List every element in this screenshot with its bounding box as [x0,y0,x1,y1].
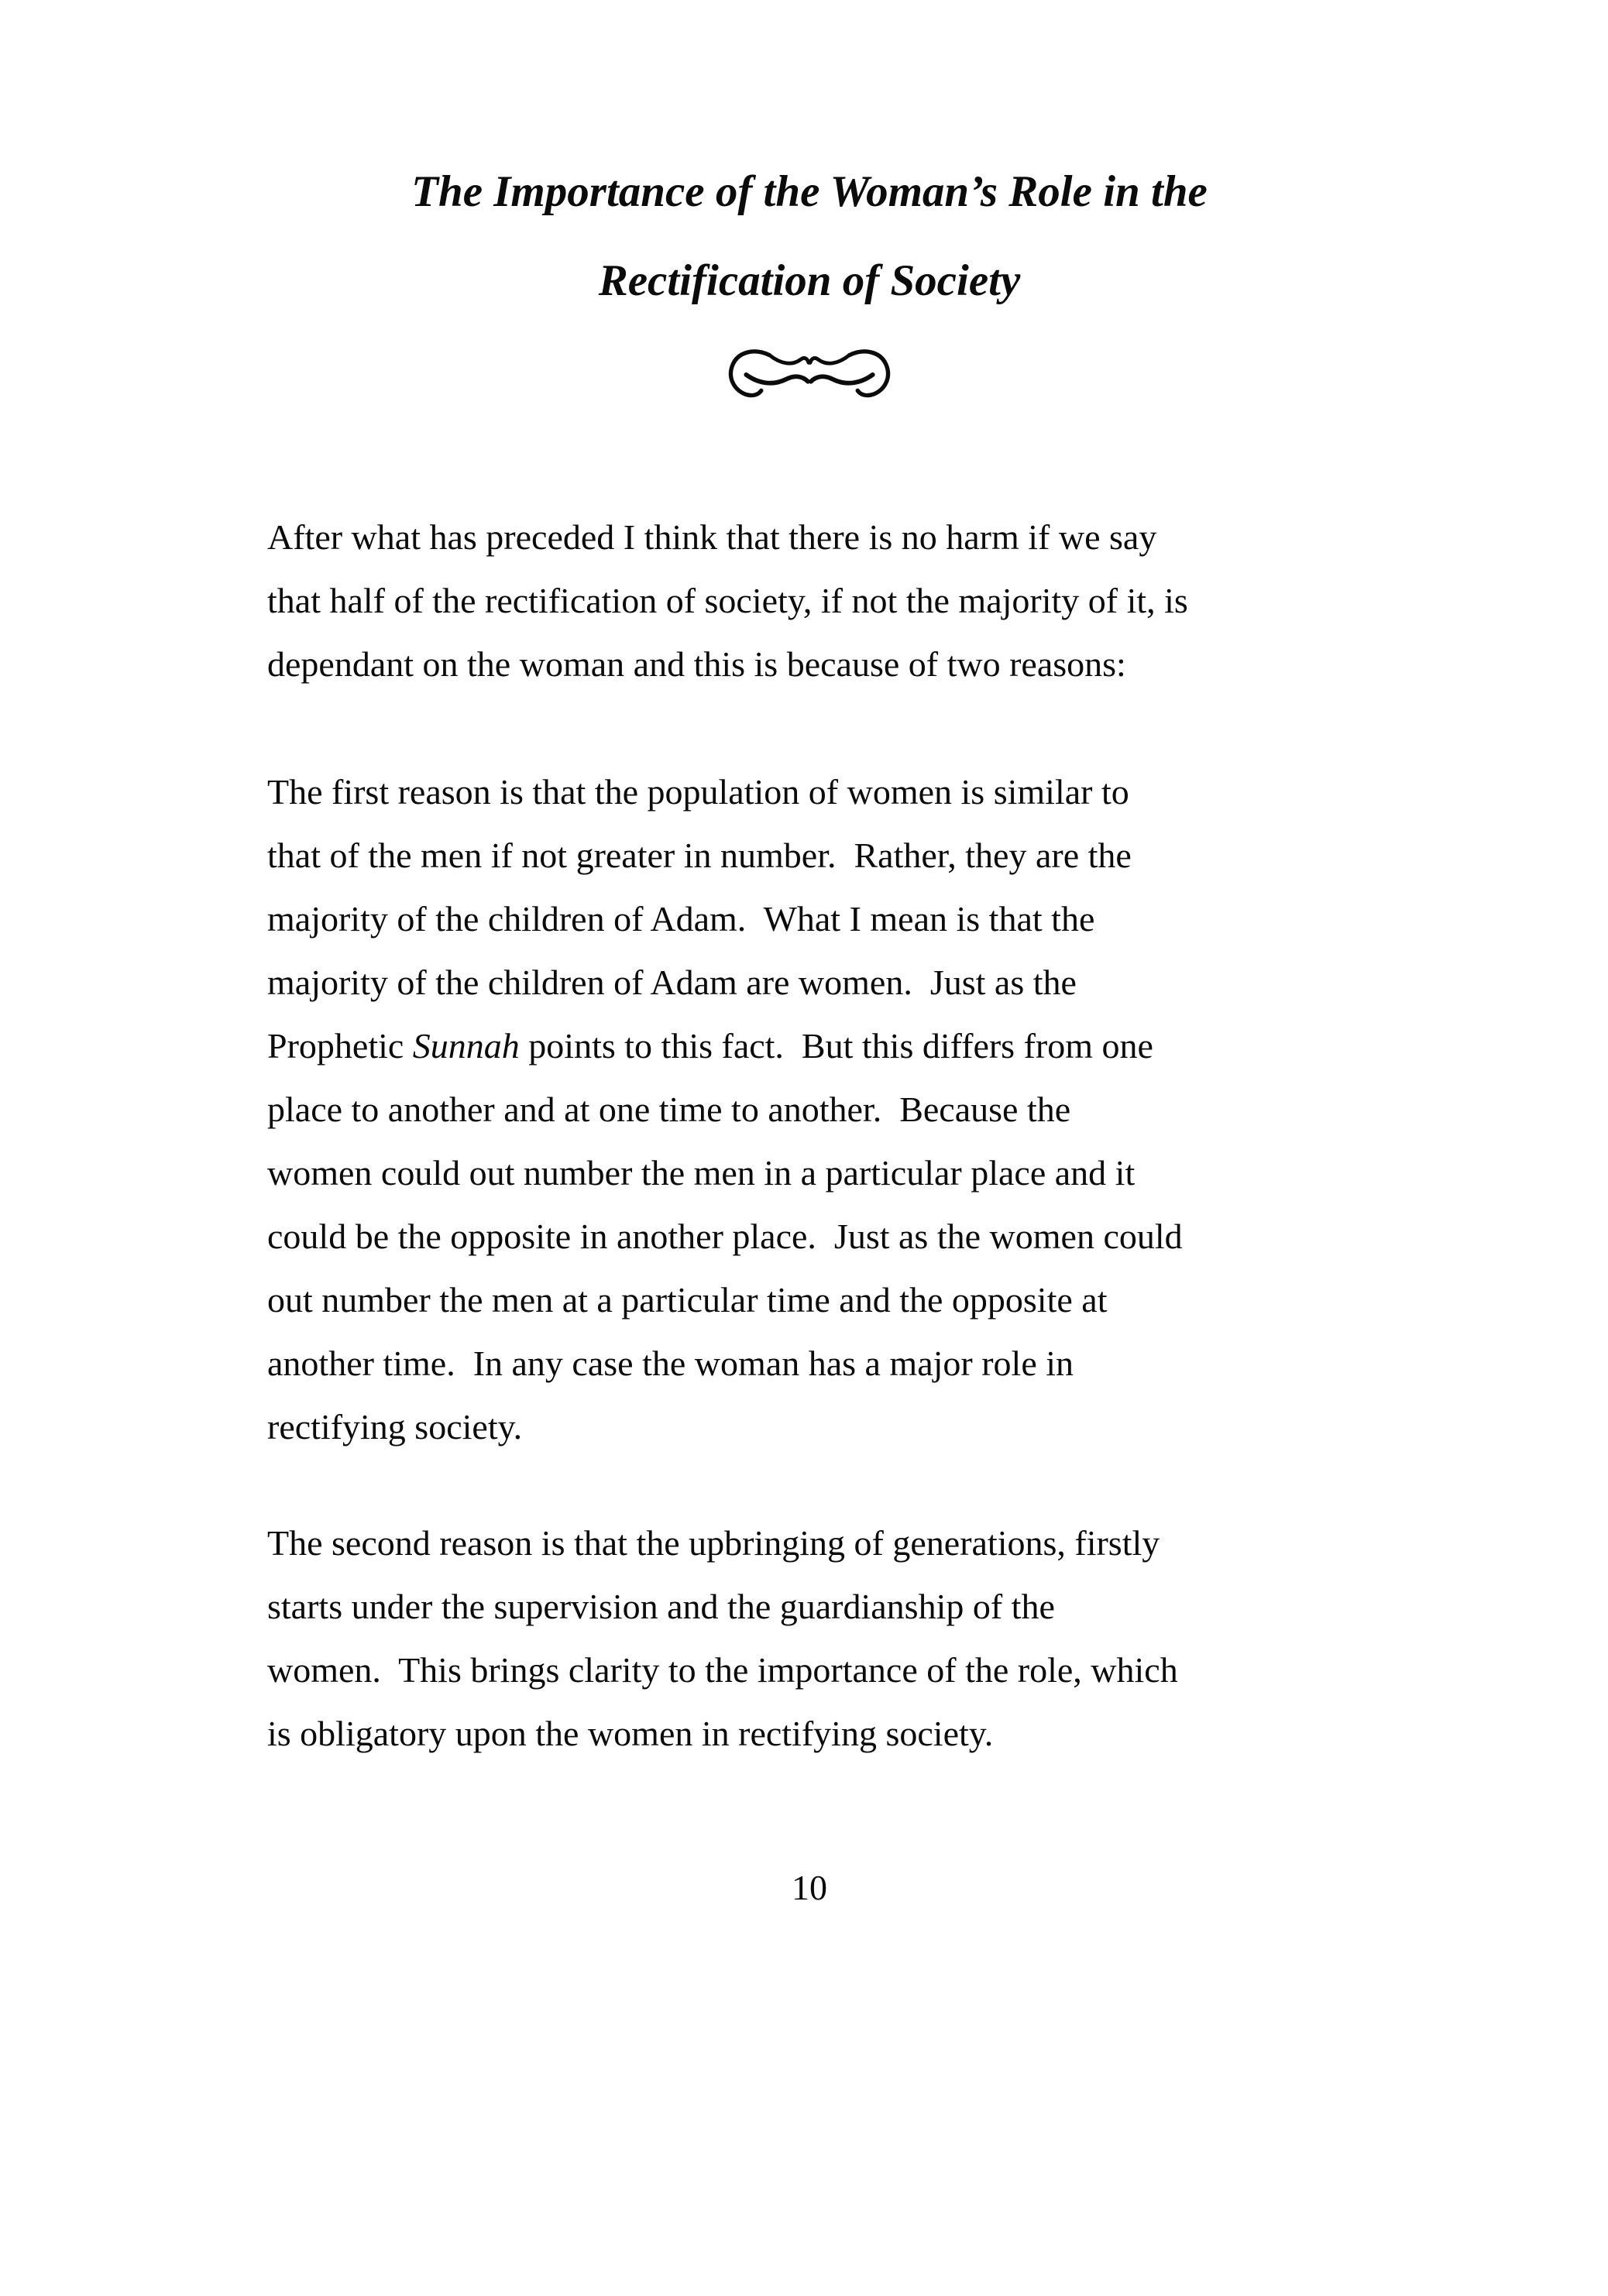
flourish-right-swirl [810,352,888,396]
paragraph-3 [267,1512,1352,1766]
paragraph-1 [267,506,1352,696]
flourish-ornament-icon [267,345,1352,401]
text-line: women. This brings clarity to the importance of the role, which [267,1650,1178,1690]
text-line: The first reason is that the population of women is similar to [267,772,1129,812]
text-line: another time. In any case the woman has a major role in [267,1344,1074,1383]
text-line: dependant on the woman and this is because of two reasons: [267,644,1126,684]
chapter-title-line2: Rectification of Society [598,256,1021,305]
page-content-column [267,0,1352,1911]
paragraph-2 [267,760,1352,1459]
text-line: women could out number the men in a particular place and it [267,1153,1136,1193]
page-number: 10 [792,1868,827,1907]
text-line: The second reason is that the upbringing of generations, firstly [267,1523,1160,1563]
text-segment: points to this fact. But this differs from one [519,1026,1153,1066]
text-line: could be the opposite in another place. Just as the women could [267,1217,1183,1256]
text-line: rectifying society. [267,1407,523,1447]
text-line: After what has preceded I think that there is no harm if we say [267,517,1157,557]
text-line: majority of the children of Adam are women. Just as the [267,963,1077,1002]
text-line: majority of the children of Adam. What I mean is that the [267,899,1095,939]
text-line: starts under the supervision and the guardianship of the [267,1587,1055,1626]
body-text [267,506,1352,1766]
flourish-left-swirl [730,352,809,396]
text-line: place to another and at one time to another. Because the [267,1090,1071,1129]
text-line: that half of the rectification of society, if not the majority of it, is [267,581,1188,620]
text-line: that of the men if not greater in number. Rather, they are the [267,836,1132,875]
text-segment: Prophetic [267,1026,413,1066]
text-line: is obligatory upon the women in rectifying society. [267,1714,994,1753]
chapter-title-line1: The Importance of the Woman’s Role in the [411,167,1208,216]
italic-term-sunnah: Sunnah [412,1026,520,1066]
text-line: out number the men at a particular time and the opposite at [267,1280,1108,1320]
text-line [267,1014,1352,1078]
chapter-title [267,0,1352,325]
